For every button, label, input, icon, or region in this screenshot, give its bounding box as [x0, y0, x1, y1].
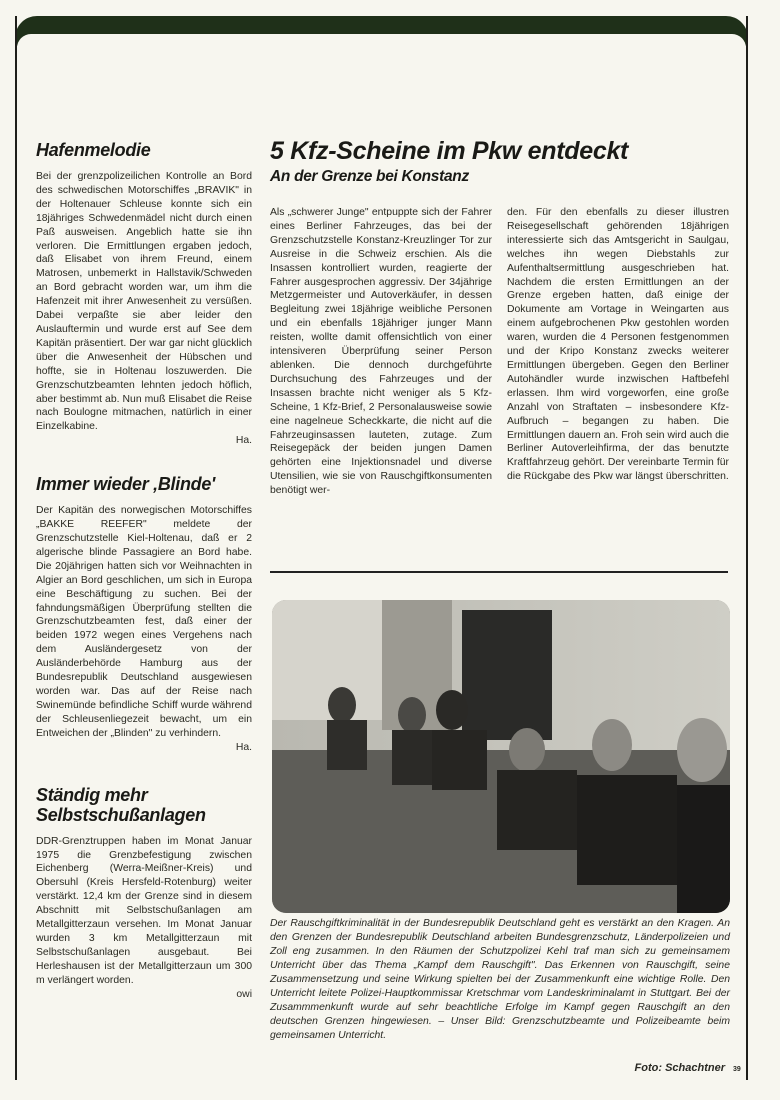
- article-signature: owi: [236, 988, 252, 1000]
- article-body-selbstschuss: DDR-Grenztruppen haben im Monat Januar 1975 die Grenzbefestigung zwischen Eichenberg (Werra-Meißner-Kreis) und Obersuhl (Kreis Hersfeld-Rotenburg) weiter verstärkt. 12,4 km der Grenze sind in diesem Abschnitt mit Selbstschußanlagen am Metallgitterzaun versehen. Im Monat Januar wurden 3 km Metallgitterzaun mit Selbstschußanlagen ausgebaut. Bei Herleshausen ist der Metallgitterzaun um 300 m verlängert worden.: [36, 835, 252, 986]
- article-body-hafenmelodie: Bei der grenzpolizeilichen Kontrolle an Bord des schwedischen Motorschiffes „BRAVIK" in der Holtenauer Schleuse konnte sich ein 18jähriges Schwedenmädel nicht durch einen Paß ausweisen. Angeblich hatte sie ihn verloren. Die Ermittlungen ergaben jedoch, daß Elisabet von ihrem Freund, einem Matrosen, unbemerkt in Hallstavik/Schweden an Bord gebracht worden war, um ihm die Hafenzeit mit ihrer Anwesenheit zu versüßen. Dabei verpaßte sie aber leider den Auslauftermin und wurde erst auf See dem Kapitän präsentiert. Der war gar nicht glücklich über die Anwesenheit der Hübschen und hoffte, sie in Holtenau loszuwerden. Die Grenzschutzbeamten lehnten jedoch höflich, aber bestimmt ab. Nun muß Elisabet die Reise nach Boulogne mitmachen, natürlich in einer Einzelkabine.: [36, 171, 252, 433]
- page-number: 39: [733, 1066, 741, 1073]
- section-divider: [270, 571, 728, 573]
- photo-credit: Foto: Schachtner: [634, 1062, 725, 1074]
- left-column: [36, 140, 252, 1002]
- main-article-column-2: [507, 206, 729, 484]
- main-article-header: [270, 137, 740, 186]
- main-headline: 5 Kfz-Scheine im Pkw entdeckt: [270, 137, 629, 165]
- main-article-text-1: Als „schwerer Junge" entpuppte sich der Fahrer eines Berliner Fahrzeuges, das bei der Grenzschutzstelle Konstanz-Kreuzlinger Tor zur Ausreise in die Schweiz erschien. Als die Insassen kontrolliert wurden, reagierte der Fahrer ausgesprochen aggressiv. Der 34jährige Metzgermeister und Autoverkäufer, in dessen Begleitung zwei 18jährige weibliche Personen und ein ebenfalls 18jähriger junger Mann reisten, wollte damit offensichtlich von einer intensiveren Überprüfung seiner Person ablenken. Die dennoch durchgeführte Durchsuchung des Fahrzeuges und der Insassen brachte nicht weniger als 5 Kfz-Scheine, 1 Kfz-Brief, 2 Personalausweise sowie eine nagelneue Scheckkarte, die nicht auf die Fahrzeuginsassen lauteten, zutage. Zum Reisegepäck der beiden jungen Damen gehörten eine Injektionsnadel und diverse Utensilien, wie sie von Rauschgiftkonsumenten benötigt wer-: [270, 207, 492, 497]
- main-subheadline: An der Grenze bei Konstanz: [270, 168, 469, 185]
- article-headline-selbstschuss: Ständig mehr Selbstschußanlagen: [36, 784, 206, 825]
- article-signature: Ha.: [235, 435, 252, 447]
- article-headline-hafenmelodie: Hafenmelodie: [36, 140, 151, 160]
- main-article-column-1: [270, 206, 492, 498]
- article-headline-blinde: Immer wieder ‚Blinde': [36, 474, 216, 495]
- photo-caption: Der Rauschgiftkriminalität in der Bundesrepublik Deutschland geht es verstärkt an den Kragen. An den Grenzen der Bundesrepublik Deutschland arbeiten Bundesgrenzschutz, Länderpolizeien und Zoll eng zusammen. In den Räumen der Schutzpolizei Kehl traf man sich zu gemeinsamem Unterricht über das Thema „Kampf dem Rauschgift". Das Erkennen von Rauschgift, seine Zusammensetzung und seine Wirkung spielten bei der Zusammenkunft eine wichtige Rolle. Den Unterricht leitete Polizei-Hauptkommissar Kretschmar vom Landeskriminalamt in Stuttgart. Bei der Zusammmenkunft wurde auf sehr beachtliche Erfolge im Kampf gegen Rauschgift an den deutschen Grenzen hingewiesen. – Unser Bild: Grenzschutzbeamte und Polizeibeamte beim gemeinsamen Unterricht.: [270, 918, 730, 1041]
- article-body-blinde: Der Kapitän des norwegischen Motorschiffes „BAKKE REEFER" meldete der Grenzschutzstelle Kiel-Holtenau, daß er 2 algerische blinde Passagiere an Bord habe. Die 20jährigen hatten sich vor Weihnachten in Algier an Bord geschlichen, um sich in Europa eine Beschäftigung zu suchen. Bei der fahndungsmäßigen Überprüfung stellten die Grenzschutzbeamten fest, daß einer der beiden 1972 wegen eines Vergehens nach dem Ausländergesetz von der Ausländerbehörde Hamburg aus der Bundesrepublik Deutschland ausgewiesen worden war. Das auf der Reise nach Swinemünde befindliche Schiff wurde während der Schleusenliegezeit bewacht, um ein Entweichen der „Blinden" zu verhindern.: [36, 505, 252, 739]
- article-signature: Ha.: [235, 741, 252, 753]
- photo-image: [272, 600, 730, 913]
- photo-meeting: [272, 600, 730, 913]
- main-article-text-2: den. Für den ebenfalls zu dieser illustren Reisegesellschaft gehörenden 18jährigen interessierte sich das Amtsgericht in Saulgau, welches ihn wegen Diebstahls zur Aufenthaltsermittlung ausgeschrieben hat. Nachdem die ersten Ermittlungen an der Grenze ergeben hatten, daß einige der Dokumente am Vortage in Weingarten aus einem aufgebrochenen Pkw gestohlen worden waren, wurden die 4 Personen festgenommen und der Kripo Konstanz zwecks weiterer Ermittlungen übergeben. Gegen den Berliner Autohändler wurde inzwischen Haftbefehl erlassen. Ihm wird vorgeworfen, eine große Anzahl von Straftaten – insbesondere Kfz-Aufbruch – begangen zu haben. Die Ermittlungen dauern an. Froh sein wird auch die Berliner Autoverleihfirma, der das benutzte Kraftfahrzeug gehört. Der vereinbarte Termin für die Rückgabe des Pkw war längst überschritten.: [507, 207, 729, 483]
